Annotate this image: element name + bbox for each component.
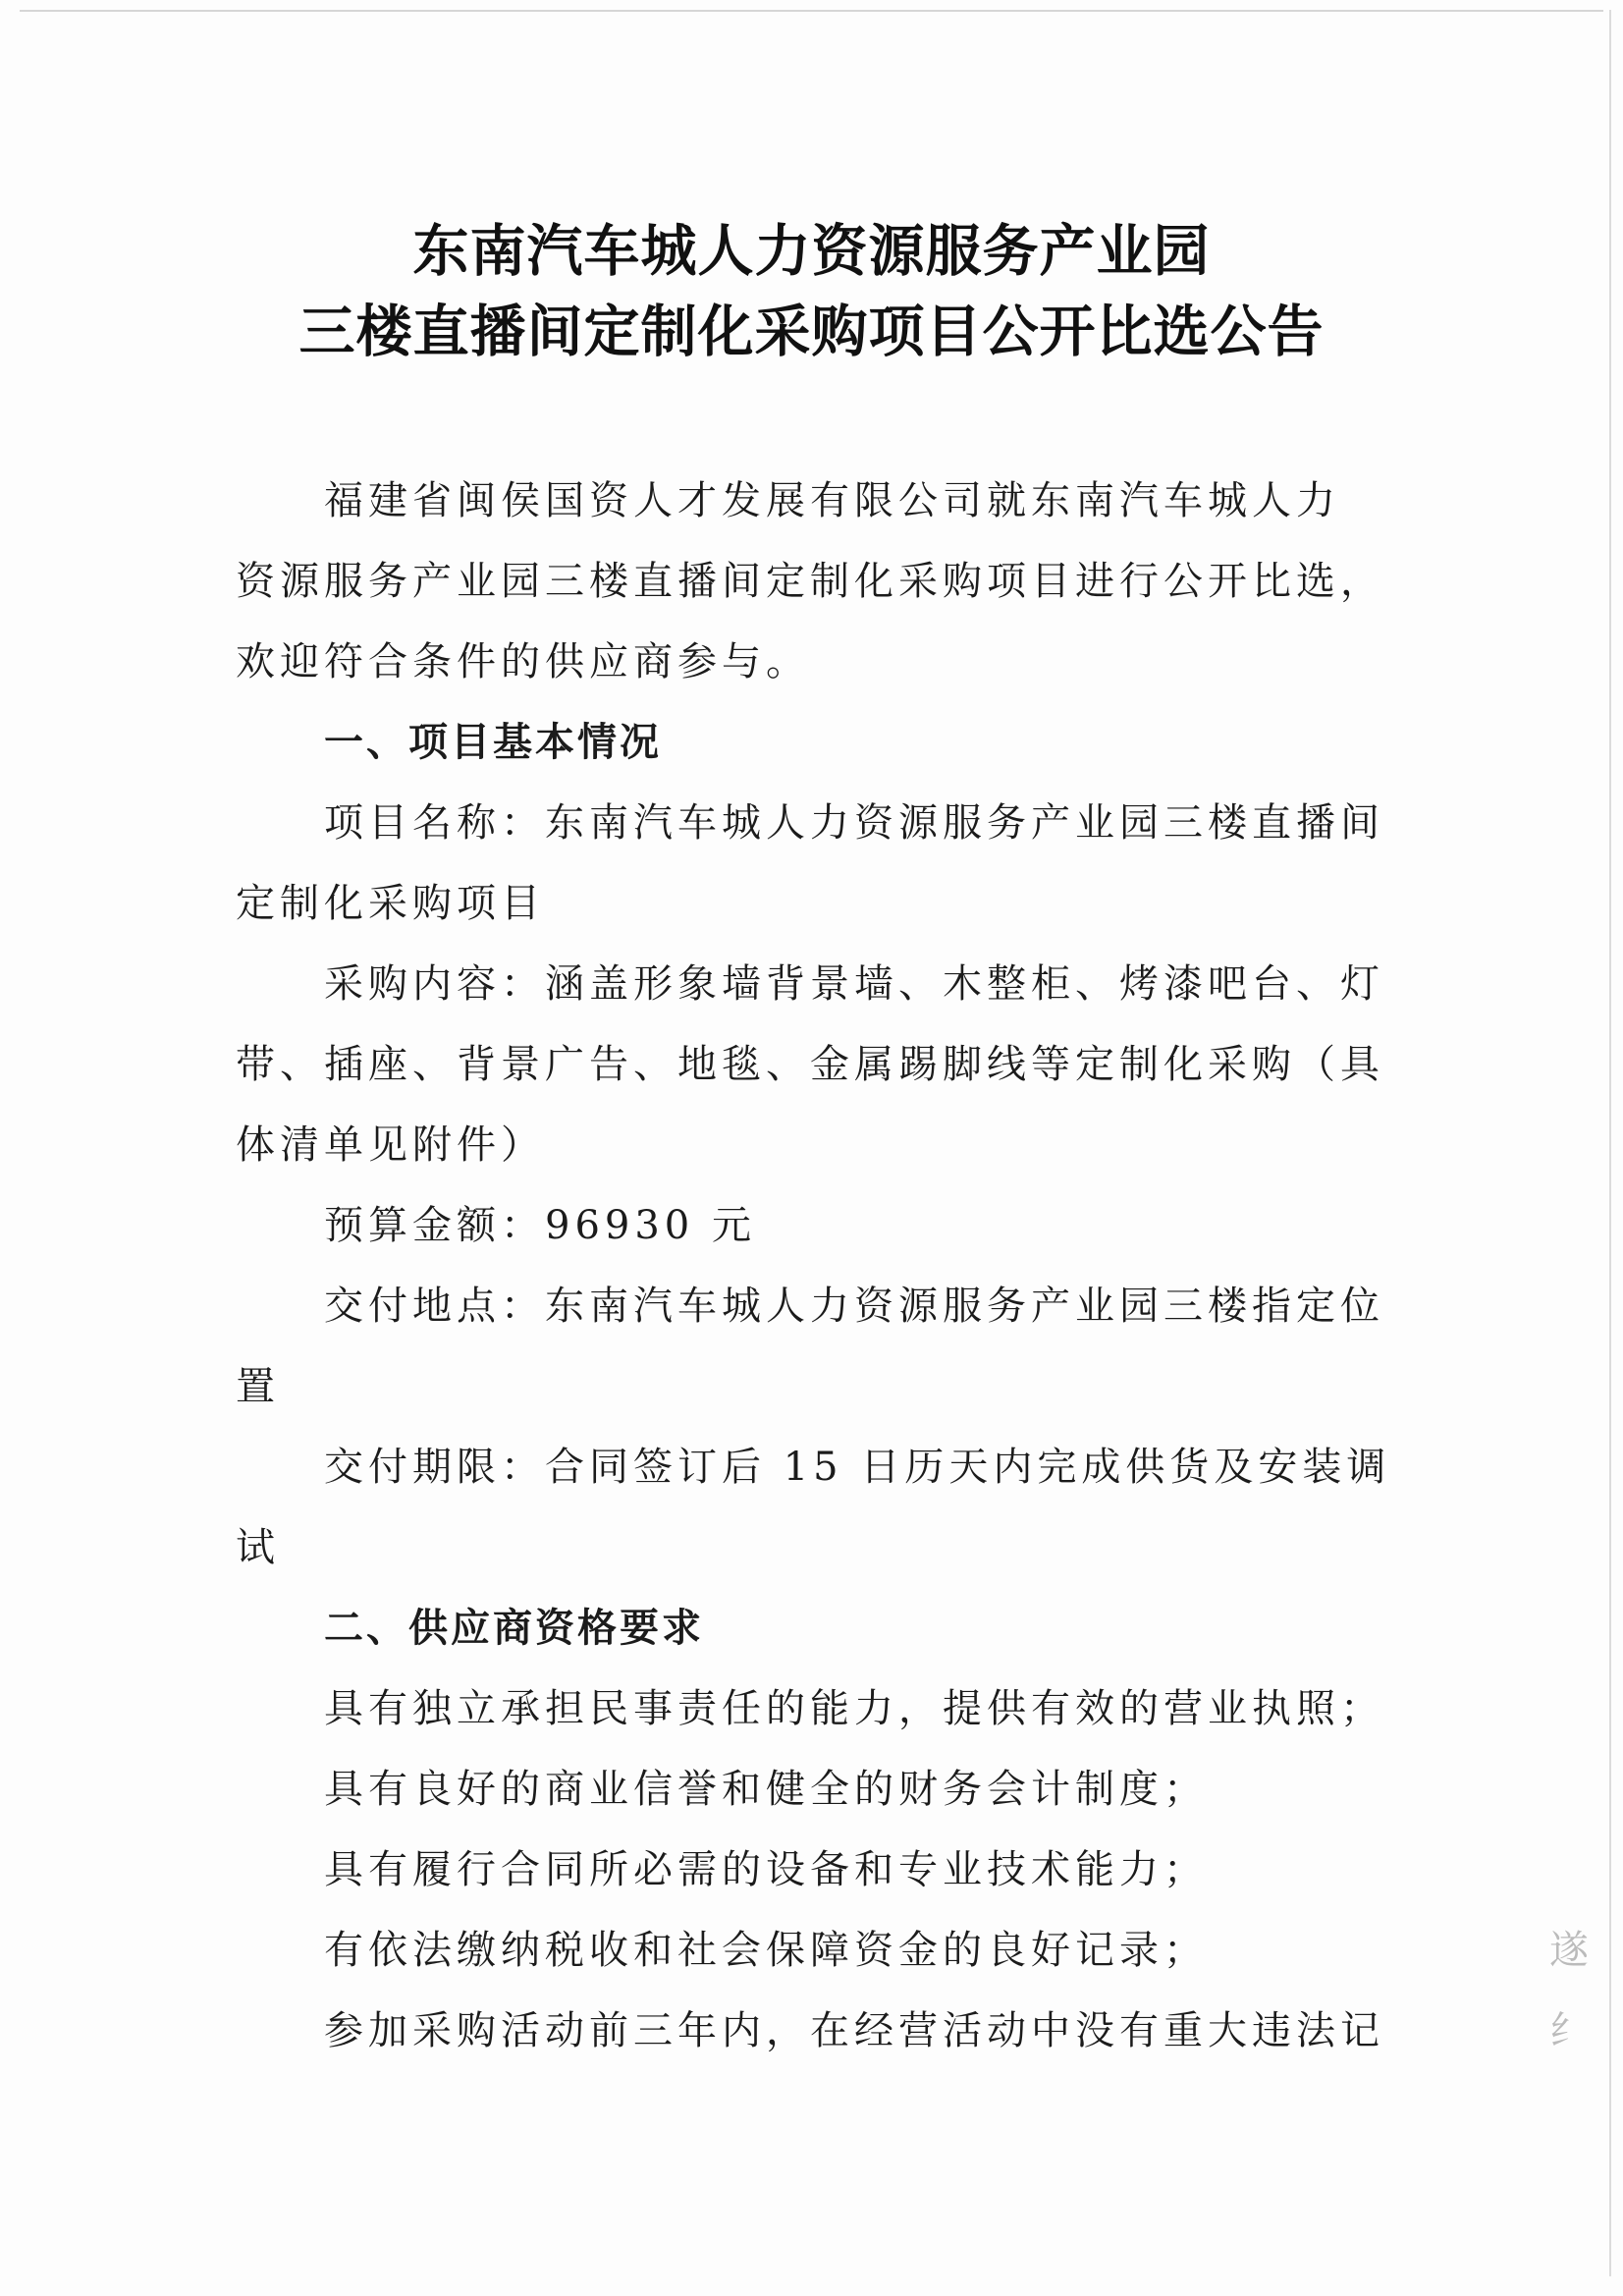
budget-amount: 预算金额：96930 元 xyxy=(324,1203,756,1248)
delivery-deadline-line-2: 试 xyxy=(236,1525,280,1570)
edge-character-2: 纟 xyxy=(1549,2008,1589,2053)
intro-line-1: 福建省闽侯国资人才发展有限公司就东南汽车城人力 xyxy=(324,478,1340,523)
scan-border-top xyxy=(20,10,1603,12)
procurement-content-line-2: 带、插座、背景广告、地毯、金属踢脚线等定制化采购（具 xyxy=(236,1042,1384,1087)
delivery-location-line-1: 交付地点：东南汽车城人力资源服务产业园三楼指定位 xyxy=(324,1284,1384,1329)
qualification-5: 参加采购活动前三年内，在经营活动中没有重大违法记 xyxy=(324,2008,1384,2053)
section-2-heading: 二、供应商资格要求 xyxy=(324,1606,704,1651)
procurement-content-line-1: 采购内容：涵盖形象墙背景墙、木整柜、烤漆吧台、灯 xyxy=(324,961,1384,1007)
qualification-4: 有依法缴纳税收和社会保障资金的良好记录； xyxy=(324,1928,1208,1973)
intro-line-2: 资源服务产业园三楼直播间定制化采购项目进行公开比选， xyxy=(236,559,1384,604)
document-title-line-2: 三楼直播间定制化采购项目公开比选公告 xyxy=(298,300,1325,364)
delivery-deadline-line-1: 交付期限：合同签订后 15 日历天内完成供货及安装调 xyxy=(324,1445,1391,1490)
edge-character-1: 遂 xyxy=(1549,1928,1589,1973)
document-title-line-1: 东南汽车城人力资源服务产业园 xyxy=(412,219,1211,284)
delivery-location-line-2: 置 xyxy=(236,1364,280,1409)
intro-line-3: 欢迎符合条件的供应商参与。 xyxy=(236,639,810,684)
procurement-content-line-3: 体清单见附件） xyxy=(236,1122,545,1168)
project-name-line-1: 项目名称：东南汽车城人力资源服务产业园三楼直播间 xyxy=(324,800,1384,846)
qualification-1: 具有独立承担民事责任的能力，提供有效的营业执照； xyxy=(324,1686,1384,1731)
qualification-2: 具有良好的商业信誉和健全的财务会计制度； xyxy=(324,1767,1208,1812)
project-name-line-2: 定制化采购项目 xyxy=(236,881,545,926)
qualification-3: 具有履行合同所必需的设备和专业技术能力； xyxy=(324,1847,1208,1892)
section-1-heading: 一、项目基本情况 xyxy=(324,720,662,765)
